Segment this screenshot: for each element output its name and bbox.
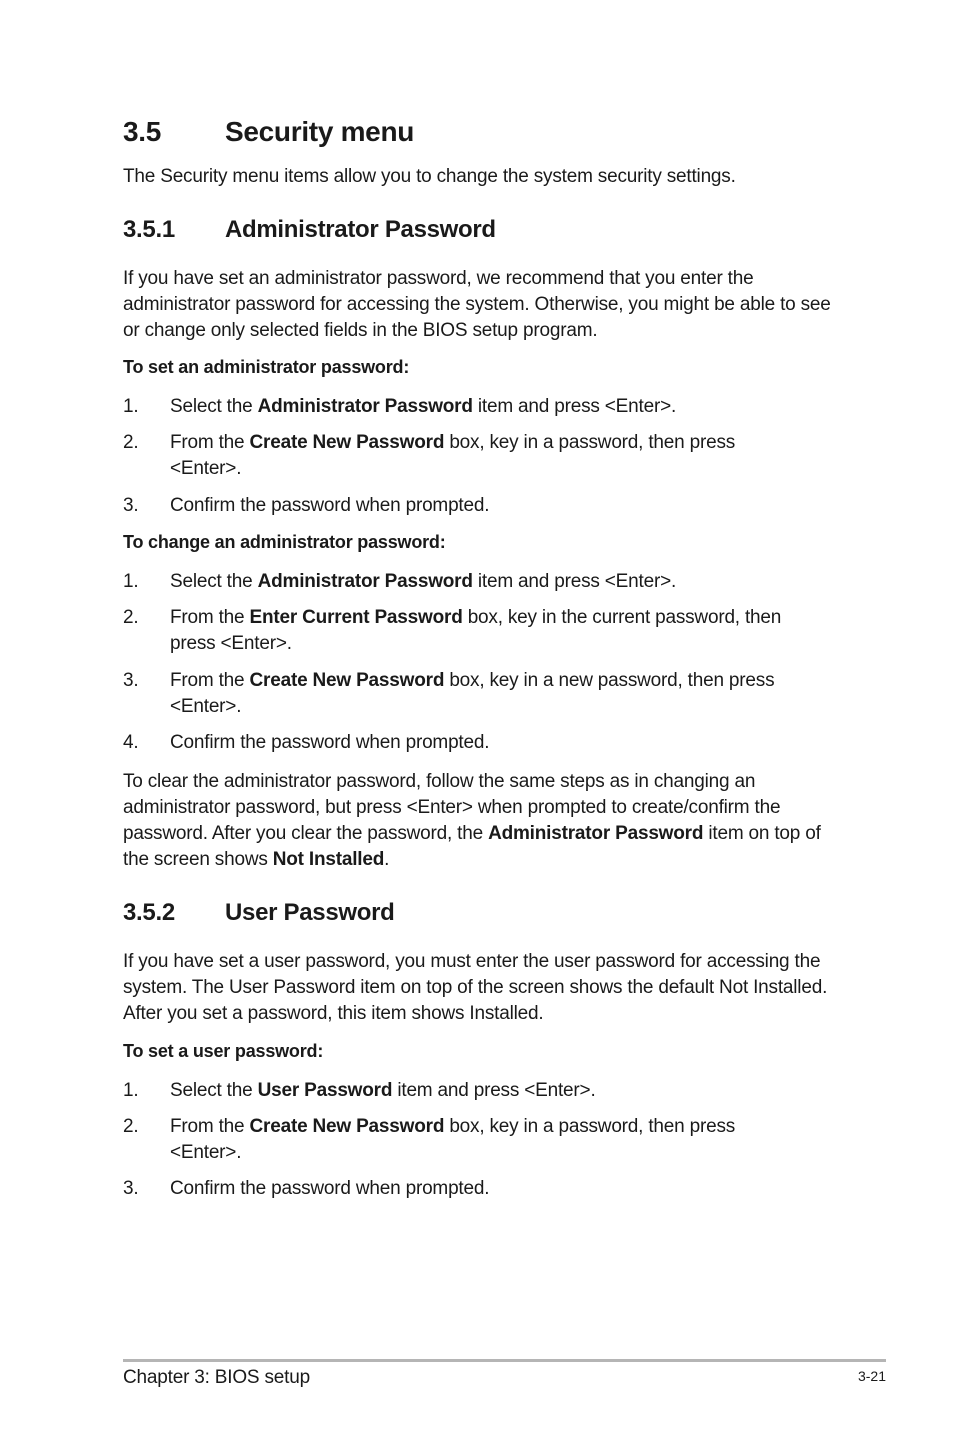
user-number: 3.5.2 [123,899,175,926]
admin-change-heading: To change an administrator password: [123,532,446,552]
list-item: 1. Select the Administrator Password item and press <Enter>. [123,571,677,592]
admin-clear-paragraph: To clear the administrator password, follow the same steps as in changing an administrator password, but press <Enter> when prompted to create/confirm the password. After you clear the password, the Administrator Password item on top of the screen shows Not Installed. [123,771,821,870]
list-item: 2. From the Create New Password box, key in a password, then press <Enter>. [123,1116,736,1163]
list-item: 3. Confirm the password when prompted. [123,1178,490,1199]
footer-chapter: Chapter 3: BIOS setup [123,1367,310,1388]
admin-intro: If you have set an administrator password, we recommend that you enter the administrator password for accessing the system. Otherwise, you might be able to see or change only selected fields in the BIOS setup program. [123,268,831,341]
list-item: 4. Confirm the password when prompted. [123,732,490,753]
user-set-heading: To set a user password: [123,1041,324,1061]
section-title: Security menu [225,116,415,147]
footer-page-number: 3-21 [857,1368,886,1384]
list-item: 3. Confirm the password when prompted. [123,495,490,516]
user-intro: If you have set a user password, you must enter the user password for accessing the system. The User Password item on top of the screen shows the default Not Installed. After you set a password, this item shows Installed. [123,951,828,1024]
admin-set-heading: To set an administrator password: [123,357,410,377]
list-item: 2. From the Create New Password box, key in a password, then press <Enter>. [123,432,736,479]
admin-title: Administrator Password [225,216,496,243]
list-item: 1. Select the User Password item and press <Enter>. [123,1080,596,1101]
section-heading [123,116,414,148]
admin-heading [123,216,496,244]
list-item: 3. From the Create New Password box, key in a new password, then press <Enter>. [123,670,775,717]
user-heading [123,899,395,927]
user-title: User Password [225,899,395,926]
list-item: 1. Select the Administrator Password item and press <Enter>. [123,396,677,417]
list-item: 2. From the Enter Current Password box, key in the current password, then press <Enter>. [123,607,782,654]
admin-number: 3.5.1 [123,216,175,243]
section-number: 3.5 [123,116,162,147]
footer-divider [123,1359,886,1362]
section-intro: The Security menu items allow you to change the system security settings. [123,166,736,187]
